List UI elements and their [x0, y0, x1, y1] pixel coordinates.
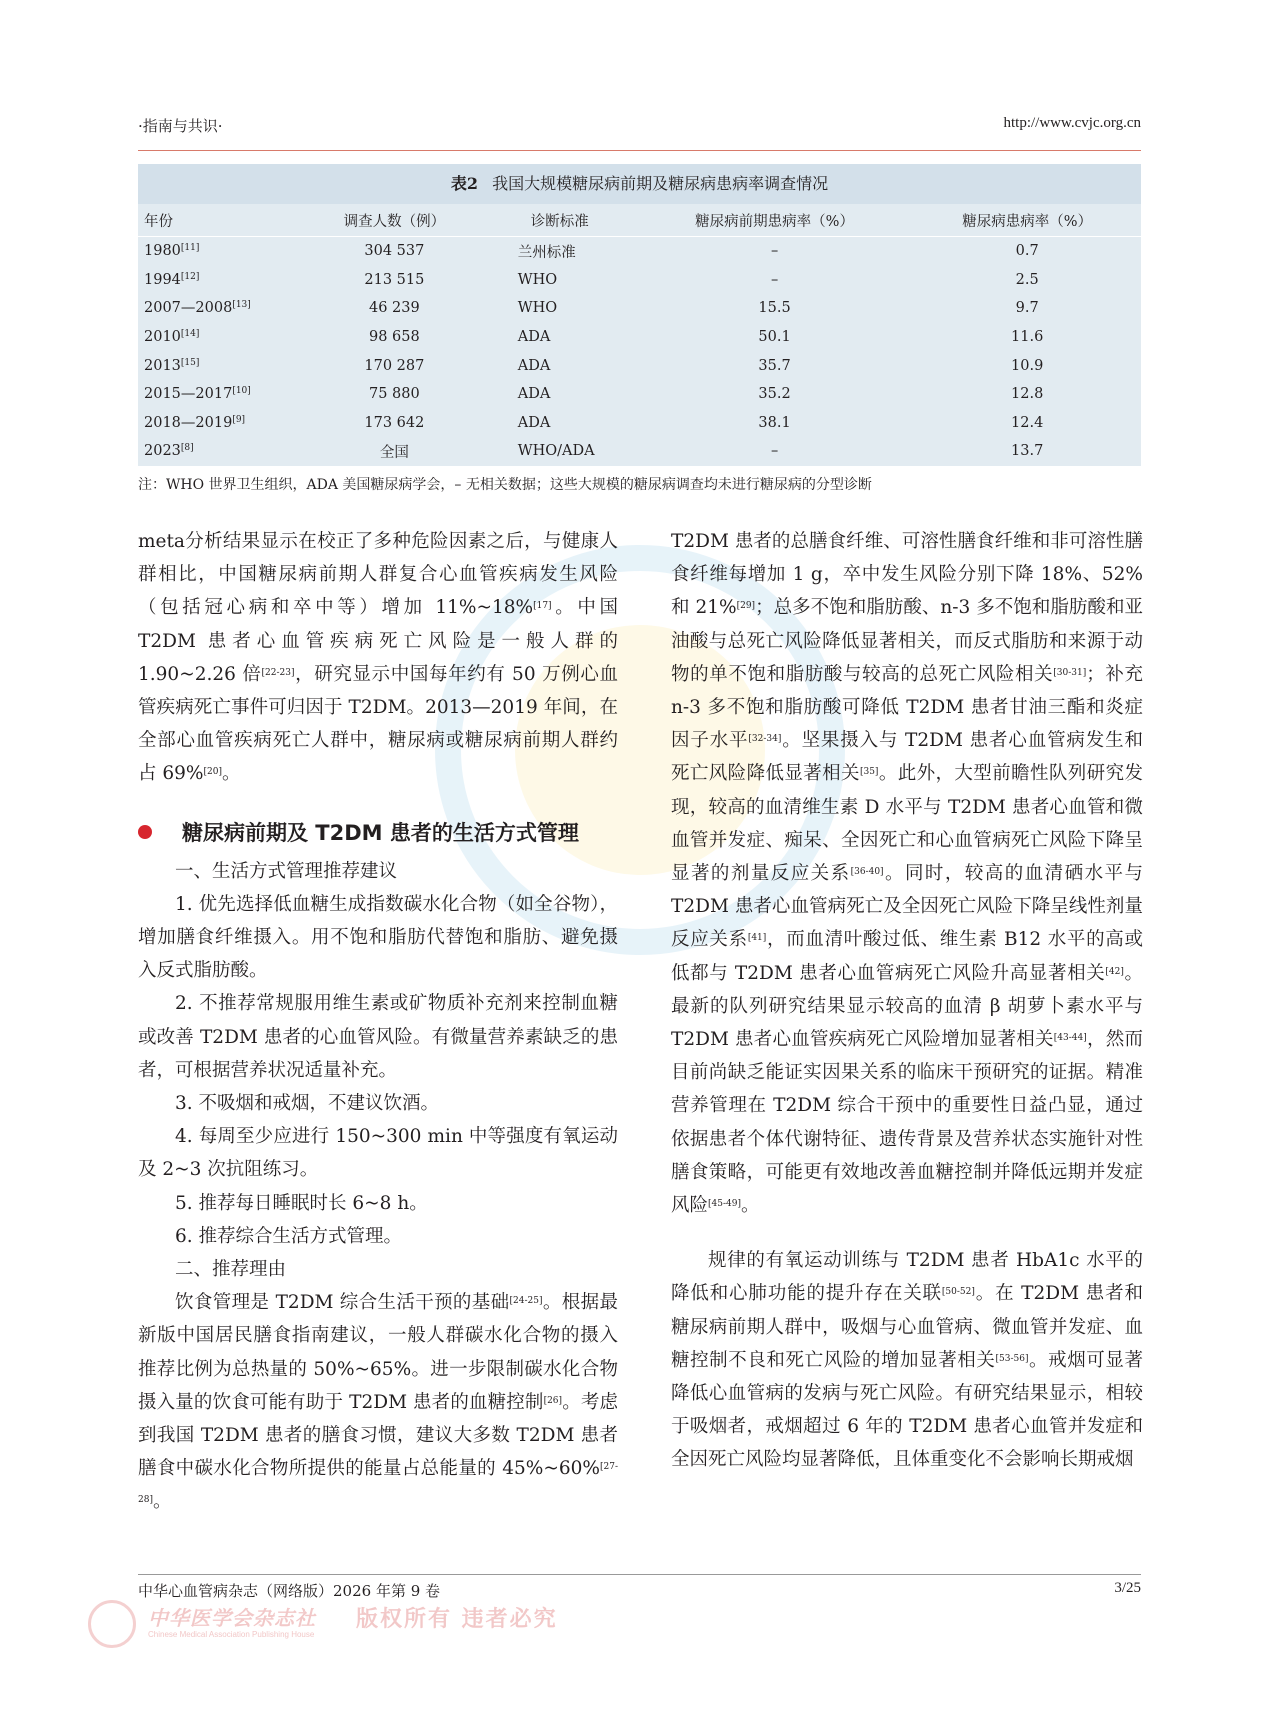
copyright-stamp: 版权所有 违者必究 [356, 1606, 558, 1632]
page-number: 3/25 [1114, 1580, 1141, 1596]
cell-diabetes: 12.8 [1011, 386, 1044, 403]
citation: [42] [1105, 966, 1124, 977]
cell-n: 98 658 [368, 329, 420, 346]
paragraph: 饮食管理是 T2DM 综合生活干预的基础[24-25]。根据最新版中国居民膳食指南建议，一般人群碳水化合物的摄入推荐比例为总热量的 50%~65%。进一步限制碳水化合物摄入量的饮食可能有助于 T2DM 患者的血糖控制[26]。考虑到我国 T2DM 患者的膳食习惯，建议大多数 T2DM 患者膳食中碳水化合物所提供的能量占总能量的 45%~60%[27-28]。 [138, 1292, 618, 1513]
paragraph: T2DM 患者的总膳食纤维、可溶性膳食纤维和非可溶性膳食纤维每增加 1 g，卒中发生风险分别下降 18%、52% 和 21%[29]；总多不饱和脂肪酸、n-3 多不饱和脂肪酸和亚油酸与总死亡风险降低显著相关，而反式脂肪和来源于动物的单不饱和脂肪酸与较高的总死亡风险相关[30-31]；补充 n-3 多不饱和脂肪酸可降低 T2DM 患者甘油三酯和炎症因子水平[32-34]。坚果摄入与 T2DM 患者心血管病发生和死亡风险降低显著相关[35]。此外，大型前瞻性队列研究发现，较高的血清维生素 D 水平与 T2DM 患者心血管和微血管并发症、痴呆、全因死亡和心血管病死亡风险下降呈显著的剂量反应关系[36-40]。同时，较高的血清硒水平与 T2DM 患者心血管病死亡及全因死亡风险下降呈线性剂量反应关系[41]，而血清叶酸过低、维生素 B12 水平的高或低都与 T2DM 患者心血管病死亡风险升高显著相关[42]。最新的队列研究结果显示较高的血清 β 胡萝卜素水平与 T2DM 患者心血管疾病死亡风险增加显著相关[43-44]，然而目前尚缺乏能证实因果关系的临床干预研究的证据。精准营养管理在 T2DM 综合干预中的重要性日益凸显，通过依据患者个体代谢特征、遗传背景及营养状态实施针对性膳食策略，可能更有效地改善血糖控制并降低远期并发症风险[45-49]。 [671, 531, 1144, 1217]
cell-year: 2023[8] [144, 443, 194, 460]
table-row [138, 294, 1141, 323]
citation: [43-44] [1053, 1033, 1087, 1044]
citation: [13] [232, 300, 251, 311]
journal-url[interactable]: http://www.cvjc.org.cn [1003, 115, 1141, 131]
subheading: 一、生活方式管理推荐建议 [175, 860, 398, 882]
recommendation-item: 2. 不推荐常规服用维生素或矿物质补充剂来控制血糖或改善 T2DM 患者的心血管风险。有微量营养素缺乏的患者，可根据营养状况适量补充。 [138, 993, 618, 1081]
cell-prediabetes: 38.1 [758, 414, 791, 431]
cell-prediabetes: 35.2 [758, 386, 791, 403]
recommendation-item: 5. 推荐每日睡眠时长 6~8 h。 [175, 1192, 428, 1214]
citation: [35] [859, 767, 879, 778]
citation: [27-28] [138, 1462, 618, 1506]
cell-standard: 兰州标准 [517, 244, 576, 261]
citation: [24-25] [509, 1296, 543, 1307]
table-row [138, 323, 1141, 352]
cell-n: 213 515 [364, 271, 425, 288]
table-row [138, 437, 1141, 466]
citation: [17] [533, 601, 552, 612]
cell-n: 170 287 [364, 357, 425, 374]
citation: [20] [203, 767, 222, 778]
cell-diabetes: 0.7 [1015, 243, 1039, 260]
table-label: 表2 [450, 174, 479, 193]
cell-standard: ADA [517, 414, 551, 431]
table-row [138, 409, 1141, 438]
footer-divider [138, 1574, 1141, 1575]
citation: [29] [736, 601, 756, 612]
cell-standard: ADA [517, 357, 551, 374]
col-header-n: 调查人数（例） [305, 204, 484, 237]
right-column [671, 525, 1143, 1477]
section-title: 糖尿病前期及 T2DM 患者的生活方式管理 [182, 820, 579, 845]
col-header-prediabetes: 糖尿病前期患病率（%） [636, 204, 914, 237]
citation: [14] [180, 329, 200, 340]
paragraph: 规律的有氧运动训练与 T2DM 患者 HbA1c 水平的降低和心肺功能的提升存在关联[50-52]。在 T2DM 患者和糖尿病前期人群中，吸烟与心血管病、微血管并发症、血糖控制不良和死亡风险的增加显著相关[53-56]。戒烟可显著降低心血管病的发病与死亡风险。有研究结果显示，相较于吸烟者，戒烟超过 6 年的 T2DM 患者心血管并发症和全因死亡风险均显著降低，且体重变化不会影响长期戒烟 [671, 1250, 1143, 1471]
recommendation-item: 1. 优先选择低血糖生成指数碳水化合物（如全谷物），增加膳食纤维摄入。用不饱和脂肪代替饱和脂肪、避免摄入反式脂肪酸。 [138, 893, 618, 982]
publisher-name: 中华医学会杂志社 [148, 1606, 316, 1630]
journal-issue: 中华心血管病杂志（网络版）2026 年第 9 卷 [138, 1582, 441, 1600]
cell-standard: ADA [517, 386, 551, 403]
cell-n: 75 880 [368, 386, 420, 403]
table-row [138, 351, 1141, 380]
cell-year: 2007—2008[13] [144, 300, 251, 317]
cell-year: 2013[15] [144, 357, 200, 374]
citation: [26] [543, 1395, 563, 1406]
cell-standard: ADA [517, 329, 551, 346]
citation: [15] [180, 357, 200, 368]
citation: [12] [180, 271, 200, 282]
cell-prediabetes: 50.1 [758, 329, 791, 346]
cell-standard: WHO/ADA [517, 443, 595, 460]
table-header-row [138, 204, 1141, 237]
recommendation-item: 6. 推荐综合生活方式管理。 [175, 1225, 403, 1247]
table-title: 我国大规模糖尿病前期及糖尿病患病率调查情况 [492, 174, 829, 193]
subheading: 二、推荐理由 [175, 1259, 287, 1281]
cell-year: 2018—2019[9] [144, 414, 246, 431]
left-column [138, 525, 618, 1519]
publisher-logo-icon [88, 1600, 136, 1648]
section-bullet-icon [138, 825, 152, 839]
col-header-year: 年份 [138, 204, 305, 237]
cell-n: 173 642 [364, 414, 425, 431]
recommendation-item: 4. 每周至少应进行 150~300 min 中等强度有氧运动及 2~3 次抗阻练习。 [138, 1126, 618, 1181]
cell-prediabetes: – [770, 443, 779, 460]
cell-diabetes: 11.6 [1011, 329, 1044, 346]
citation: [50-52] [941, 1287, 975, 1298]
cell-year: 2015—2017[10] [144, 386, 251, 403]
cell-diabetes: 9.7 [1015, 300, 1039, 317]
cell-year: 1980[11] [144, 243, 200, 260]
cell-diabetes: 2.5 [1015, 271, 1039, 288]
table-note: 注：WHO 世界卫生组织，ADA 美国糖尿病学会，– 无相关数据；这些大规模的糖尿病调查均未进行糖尿病的分型诊断 [138, 477, 872, 493]
citation: [22-23] [261, 667, 295, 678]
table-row [138, 237, 1141, 266]
cell-n: 全国 [379, 444, 409, 461]
section-heading [138, 815, 618, 851]
citation: [10] [232, 386, 251, 397]
cell-diabetes: 12.4 [1011, 414, 1044, 431]
citation: [53-56] [995, 1353, 1029, 1364]
citation: [41] [747, 933, 767, 944]
header-divider [138, 150, 1141, 151]
citation: [8] [180, 443, 194, 454]
paragraph: meta分析结果显示在校正了多种危险因素之后，与健康人群相比，中国糖尿病前期人群复合心血管疾病发生风险（包括冠心病和卒中等）增加 11%~18%[17]。中国 T2DM 患者心血管疾病死亡风险是一般人群的 1.90~2.26 倍[22-23]，研究显示中国每年约有 50 万例心血管疾病死亡事件可归因于 T2DM。2013—2019 年间，在全部心血管疾病死亡人群中，糖尿病或糖尿病前期人群约占 69%[20]。 [138, 531, 618, 785]
cell-prediabetes: – [770, 243, 779, 260]
cell-standard: WHO [517, 271, 558, 288]
col-header-standard: 诊断标准 [484, 204, 636, 237]
cell-n: 304 537 [364, 243, 425, 260]
publisher-watermark [88, 1598, 568, 1648]
cell-year: 2010[14] [144, 329, 200, 346]
cell-prediabetes: 35.7 [758, 357, 791, 374]
citation: [45-49] [708, 1199, 741, 1210]
cell-diabetes: 13.7 [1011, 443, 1044, 460]
section-label: ·指南与共识· [138, 117, 223, 135]
citation: [9] [232, 414, 246, 425]
citation: [11] [180, 243, 200, 254]
citation: [30-31] [1053, 667, 1087, 678]
cell-diabetes: 10.9 [1011, 357, 1044, 374]
publisher-english-name: Chinese Medical Association Publishing House [148, 1630, 315, 1639]
cell-prediabetes: – [770, 271, 779, 288]
recommendation-item: 3. 不吸烟和戒烟，不建议饮酒。 [175, 1093, 440, 1115]
prevalence-table [138, 164, 1141, 466]
citation: [36-40] [850, 867, 884, 878]
table-caption [138, 164, 1141, 204]
cell-prediabetes: 15.5 [758, 300, 791, 317]
table-row [138, 266, 1141, 295]
cell-year: 1994[12] [144, 271, 200, 288]
cell-n: 46 239 [368, 300, 420, 317]
cell-standard: WHO [517, 300, 558, 317]
table-row [138, 380, 1141, 409]
citation: [32-34] [748, 734, 782, 745]
col-header-diabetes: 糖尿病患病率（%） [913, 204, 1141, 237]
